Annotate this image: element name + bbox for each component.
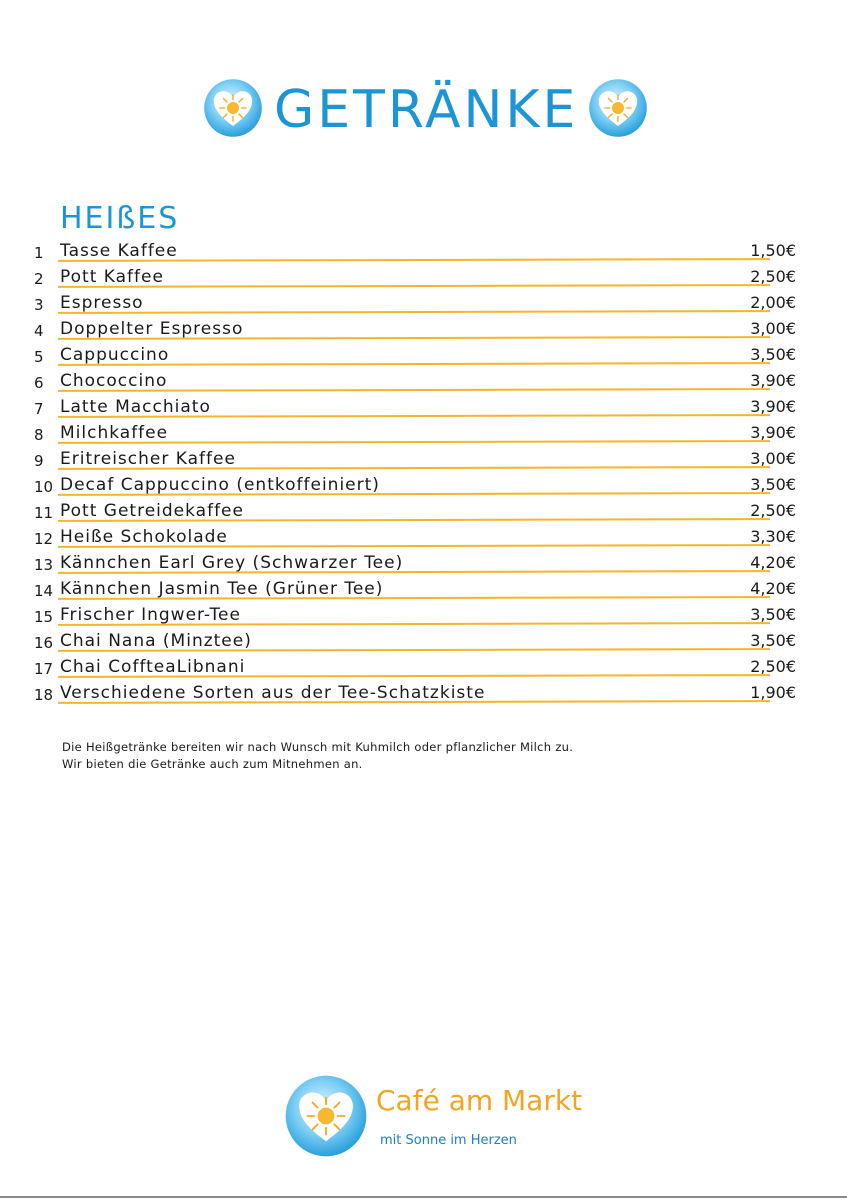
item-price: 3,90€	[750, 423, 796, 442]
item-number: 17	[34, 660, 54, 678]
item-name: Pott Kaffee	[60, 267, 164, 287]
note-takeaway: Wir bieten die Getränke auch zum Mitnehmen an.	[62, 757, 363, 771]
item-underline	[58, 310, 770, 314]
drinks-list	[34, 238, 804, 706]
item-price: 3,00€	[750, 319, 796, 338]
menu-item	[34, 654, 804, 680]
item-number: 9	[34, 452, 44, 470]
menu-item	[34, 342, 804, 368]
item-price: 1,90€	[750, 683, 796, 702]
item-number: 7	[34, 400, 44, 418]
item-number: 18	[34, 686, 54, 704]
item-number: 8	[34, 426, 44, 444]
item-number: 16	[34, 634, 54, 652]
menu-item	[34, 446, 804, 472]
menu-item	[34, 628, 804, 654]
item-price: 3,90€	[750, 371, 796, 390]
item-price: 3,50€	[750, 475, 796, 494]
sun-heart-icon	[588, 78, 648, 138]
page-title: GETRÄNKE	[274, 80, 579, 140]
item-price: 2,50€	[750, 657, 796, 676]
item-number: 12	[34, 530, 54, 548]
item-number: 3	[34, 296, 44, 314]
item-price: 3,50€	[750, 631, 796, 650]
item-underline	[58, 284, 770, 288]
item-price: 3,90€	[750, 397, 796, 416]
menu-header	[0, 72, 847, 148]
item-number: 2	[34, 270, 44, 288]
item-price: 2,50€	[750, 267, 796, 286]
item-number: 15	[34, 608, 54, 626]
item-price: 4,20€	[750, 553, 796, 572]
item-name: Chai CoffteaLibnani	[60, 657, 246, 677]
item-name: Milchkaffee	[60, 423, 169, 443]
menu-notes	[62, 739, 762, 773]
menu-item	[34, 238, 804, 264]
item-number: 6	[34, 374, 44, 392]
item-price: 4,20€	[750, 579, 796, 598]
item-name: Verschiedene Sorten aus der Tee-Schatzkiste	[60, 683, 486, 703]
menu-item	[34, 602, 804, 628]
item-price: 3,30€	[750, 527, 796, 546]
item-price: 3,00€	[750, 449, 796, 468]
sun-heart-icon	[203, 78, 263, 138]
item-price: 2,50€	[750, 501, 796, 520]
menu-item	[34, 420, 804, 446]
item-name: Latte Macchiato	[60, 397, 211, 417]
item-price: 1,50€	[750, 241, 796, 260]
item-price: 3,50€	[750, 345, 796, 364]
menu-item	[34, 394, 804, 420]
item-name: Pott Getreidekaffee	[60, 501, 244, 521]
item-number: 10	[34, 478, 54, 496]
cafe-name: Café am Markt	[376, 1084, 583, 1117]
menu-item	[34, 524, 804, 550]
item-number: 1	[34, 244, 44, 262]
item-name: Doppelter Espresso	[60, 319, 244, 339]
sun-heart-logo-icon	[284, 1074, 368, 1158]
item-name: Frischer Ingwer-Tee	[60, 605, 241, 625]
menu-item	[34, 316, 804, 342]
menu-item	[34, 368, 804, 394]
item-number: 5	[34, 348, 44, 366]
note-milk: Die Heißgetränke bereiten wir nach Wunsch mit Kuhmilch oder pflanzlicher Milch zu.	[62, 740, 574, 754]
item-name: Kännchen Jasmin Tee (Grüner Tee)	[60, 579, 384, 599]
menu-item	[34, 550, 804, 576]
item-name: Kännchen Earl Grey (Schwarzer Tee)	[60, 553, 404, 573]
menu-item	[34, 264, 804, 290]
menu-item	[34, 290, 804, 316]
item-name: Chococcino	[60, 371, 168, 391]
item-name: Tasse Kaffee	[60, 241, 178, 261]
section-title: HEIßES	[60, 201, 180, 236]
item-price: 3,50€	[750, 605, 796, 624]
menu-item	[34, 498, 804, 524]
menu-item	[34, 576, 804, 602]
menu-item	[34, 472, 804, 498]
item-name: Espresso	[60, 293, 144, 313]
item-price: 2,00€	[750, 293, 796, 312]
cafe-logo	[284, 1074, 584, 1158]
item-number: 4	[34, 322, 44, 340]
item-number: 11	[34, 504, 54, 522]
item-number: 14	[34, 582, 54, 600]
page-bottom-border	[0, 1196, 847, 1198]
item-name: Eritreischer Kaffee	[60, 449, 236, 469]
menu-item	[34, 680, 804, 706]
item-name: Cappuccino	[60, 345, 170, 365]
item-name: Chai Nana (Minztee)	[60, 631, 252, 651]
item-name: Heiße Schokolade	[60, 527, 228, 547]
item-name: Decaf Cappuccino (entkoffeiniert)	[60, 475, 380, 495]
item-number: 13	[34, 556, 54, 574]
cafe-tagline: mit Sonne im Herzen	[380, 1133, 517, 1148]
